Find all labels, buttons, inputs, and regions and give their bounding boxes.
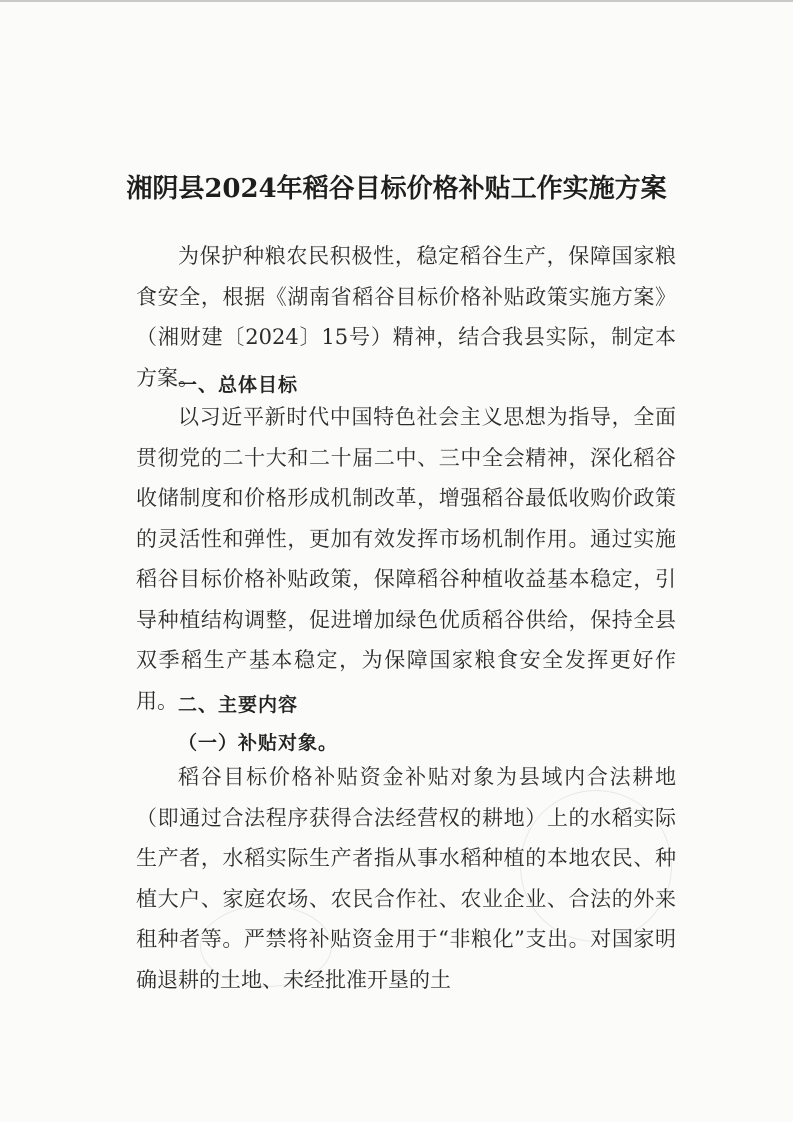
section-1-block (136, 397, 676, 721)
section-2-paragraph: 稻谷目标价格补贴资金补贴对象为县域内合法耕地（即通过合法程序获得合法经营权的耕地）上的水稻实际生产者，水稻实际生产者指从事水稻种植的本地农民、种植大户、家庭农场、农民合作社、农业企业、合法的外来租种者等。严禁将补贴资金用于“非粮化”支出。对国家明确退耕的土地、未经批准开垦的土 (136, 765, 676, 992)
intro-paragraph: 为保护种粮农民积极性，稳定稻谷生产，保障国家粮食安全，根据《湖南省稻谷目标价格补贴政策实施方案》（湘财建〔2024〕15号）精神，结合我县实际，制定本方案。 (136, 244, 676, 390)
document-title: 湘阴县2024年稻谷目标价格补贴工作实施方案 (126, 174, 667, 204)
section-2-block (136, 757, 676, 1000)
section-2-subheading: （一）补贴对象。 (178, 732, 339, 754)
section-2-heading: 二、主要内容 (178, 694, 299, 716)
page-top-edge (0, 0, 793, 2)
section-1-paragraph: 以习近平新时代中国特色社会主义思想为指导，全面贯彻党的二十大和二十届二中、三中全会精神，深化稻谷收储制度和价格形成机制改革，增强稻谷最低收购价政策的灵活性和弹性，更加有效发挥市场机制作用。通过实施稻谷目标价格补贴政策，保障稻谷种植收益基本稳定，引导种植结构调整，促进增加绿色优质稻谷供给，保持全县双季稻生产基本稳定，为保障国家粮食安全发挥更好作用。 (136, 405, 676, 713)
section-1-heading: 一、总体目标 (178, 374, 299, 396)
